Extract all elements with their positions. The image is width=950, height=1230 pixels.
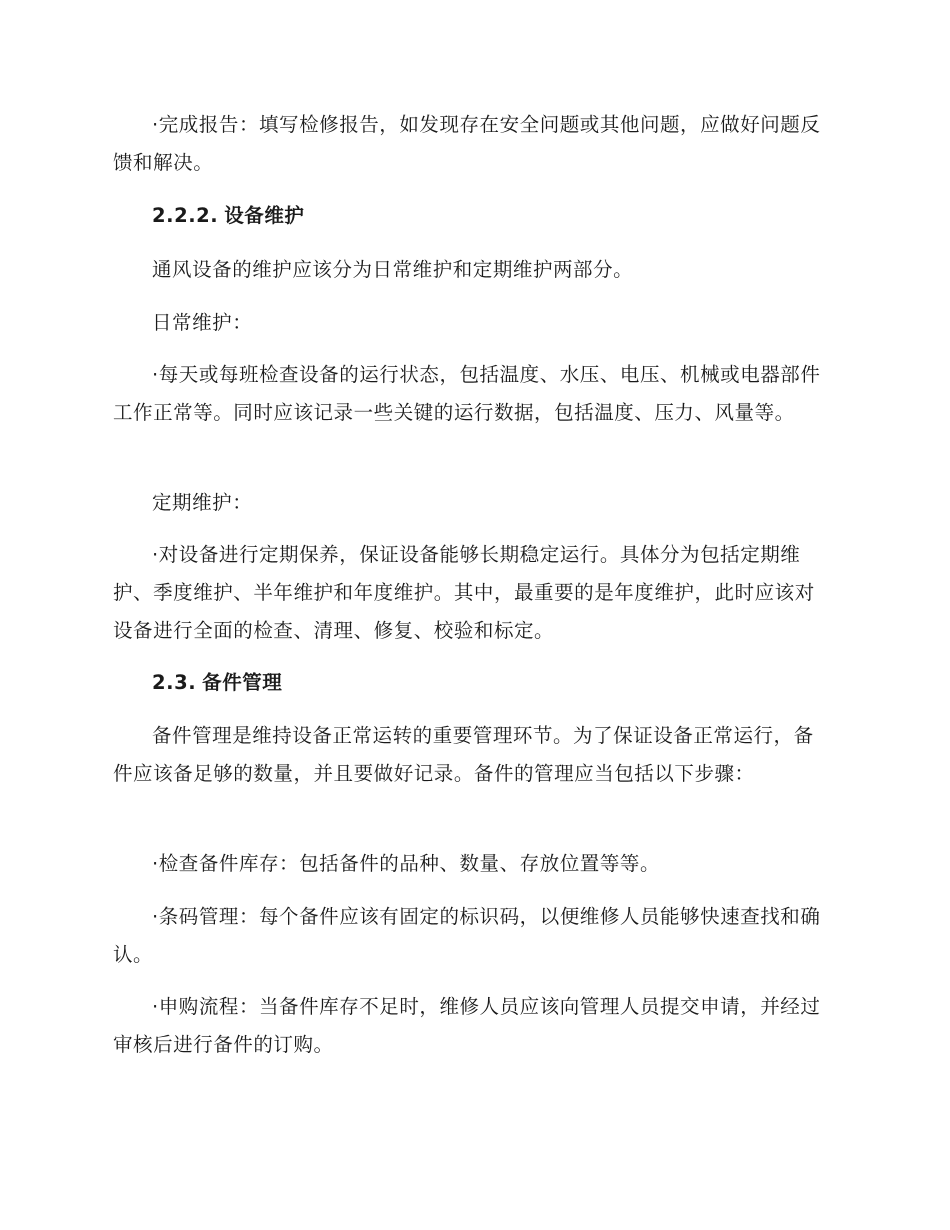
section-number: 2.3. [152, 671, 197, 694]
section-heading-spare-parts [113, 664, 833, 702]
section-number: 2.2.2. [152, 204, 219, 227]
paragraph-daily-maintenance-label: 日常维护： [152, 311, 253, 334]
paragraph-complete-report: ·完成报告：填写检修报告，如发现存在安全问题或其他问题，应做好问题反馈和解决。 [113, 113, 821, 174]
paragraph-periodic-maintenance-label: 定期维护： [152, 491, 253, 514]
paragraph-daily-maintenance-detail: ·每天或每班检查设备的运行状态，包括温度、水压、电压、机械或电器部件工作正常等。同时应该记录一些关键的运行数据，包括温度、压力、风量等。 [113, 363, 821, 424]
paragraph-check-inventory: ·检查备件库存：包括备件的品种、数量、存放位置等等。 [152, 852, 660, 875]
paragraph-maintenance-intro: 通风设备的维护应该分为日常维护和定期维护两部分。 [152, 258, 634, 281]
paragraph-purchase-process: ·申购流程：当备件库存不足时，维修人员应该向管理人员提交申请，并经过审核后进行备件的订购。 [113, 995, 821, 1056]
section-heading-equipment-maintenance [113, 197, 833, 235]
paragraph-spare-parts-intro: 备件管理是维持设备正常运转的重要管理环节。为了保证设备正常运行，备件应该备足够的数量，并且要做好记录。备件的管理应当包括以下步骤： [113, 724, 814, 785]
section-title: 备件管理 [202, 671, 283, 694]
paragraph-periodic-maintenance-detail: ·对设备进行定期保养，保证设备能够长期稳定运行。具体分为包括定期维护、季度维护、半年维护和年度维护。其中，最重要的是年度维护，此时应该对设备进行全面的检查、清理、修复、校验和标定。 [113, 543, 815, 642]
section-title: 设备维护 [224, 204, 305, 227]
paragraph-barcode-management: ·条码管理：每个备件应该有固定的标识码，以便维修人员能够快速查找和确认。 [113, 905, 821, 966]
